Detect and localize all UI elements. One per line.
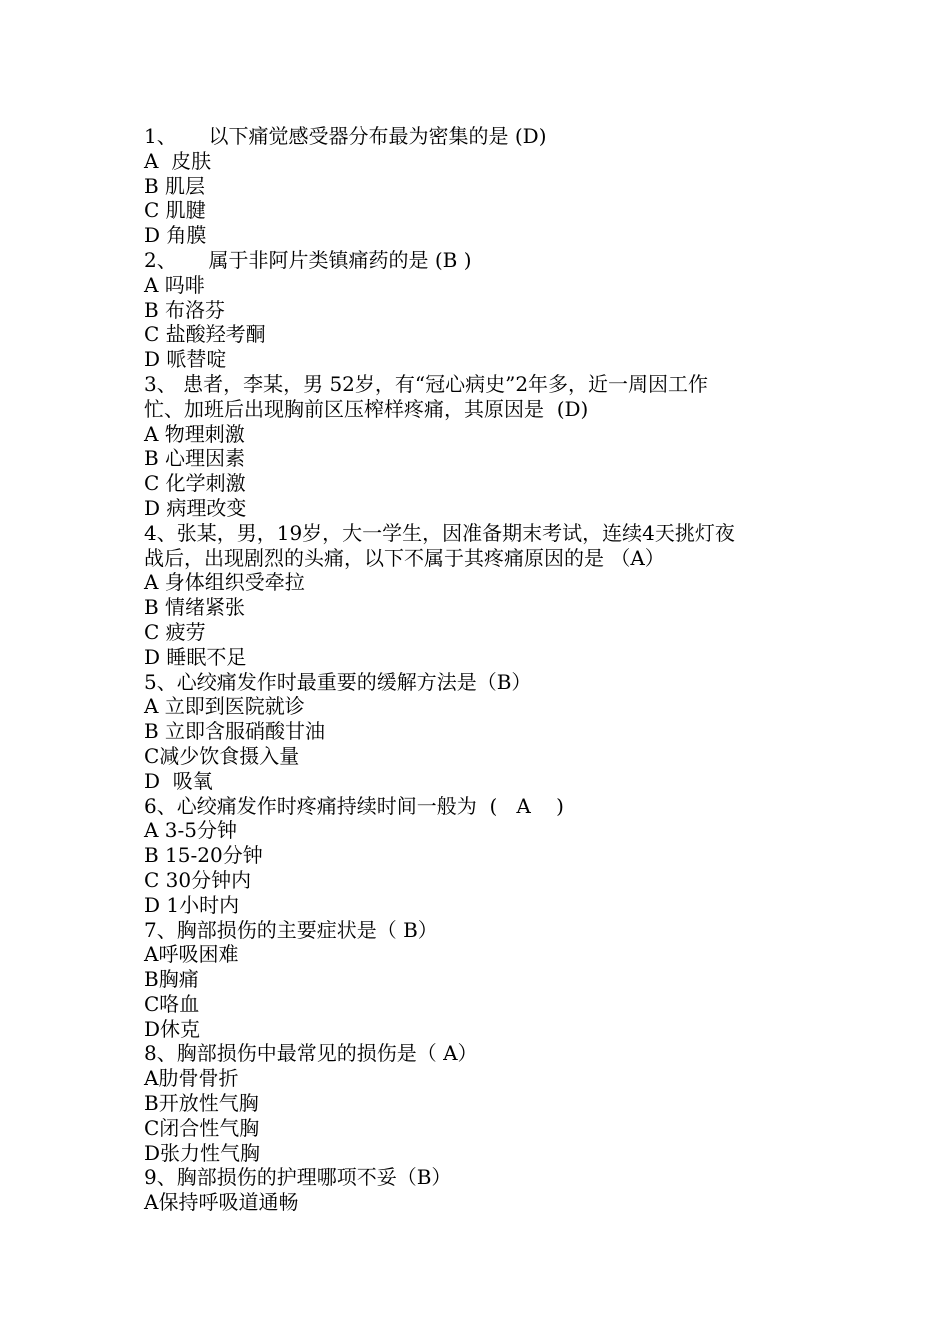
option-d: D 吸氧 — [144, 768, 213, 793]
question-2 — [144, 248, 814, 372]
option-d: D张力性气胸 — [144, 1140, 261, 1165]
question-stem: 6、心绞痛发作时疼痛持续时间一般为 ( A ) — [144, 793, 564, 818]
option-a: A呼吸困难 — [144, 942, 239, 967]
option-c: C 化学刺激 — [144, 471, 246, 496]
question-7 — [144, 918, 814, 1042]
option-b: B 15-20分钟 — [144, 843, 263, 868]
option-c: C闭合性气胸 — [144, 1115, 260, 1140]
option-a: A 吗啡 — [144, 272, 205, 297]
option-b: B开放性气胸 — [144, 1091, 259, 1116]
option-d: D 1小时内 — [144, 892, 240, 917]
question-6 — [144, 794, 814, 918]
option-a: A保持呼吸道通畅 — [144, 1190, 299, 1215]
option-d: D 哌替啶 — [144, 347, 227, 372]
option-c: C减少饮食摄入量 — [144, 743, 300, 768]
option-c: C 肌腱 — [144, 198, 206, 223]
option-c: C 30分钟内 — [144, 867, 252, 892]
option-c: C咯血 — [144, 991, 200, 1016]
option-d: D休克 — [144, 1016, 201, 1041]
question-8 — [144, 1041, 814, 1165]
question-stem: 7、胸部损伤的主要症状是（ B） — [144, 917, 438, 942]
question-stem: 9、胸部损伤的护理哪项不妥（B） — [144, 1165, 452, 1190]
option-d: D 角膜 — [144, 223, 207, 248]
option-a: A 3-5分钟 — [144, 818, 238, 843]
option-d: D 睡眠不足 — [144, 644, 247, 669]
question-3 — [144, 372, 814, 521]
option-c: C 盐酸羟考酮 — [144, 322, 266, 347]
question-stem: 8、胸部损伤中最常见的损伤是（ A） — [144, 1041, 478, 1066]
option-d: D 病理改变 — [144, 495, 247, 520]
question-stem: 1、 以下痛觉感受器分布最为密集的是 (D) — [144, 124, 547, 148]
option-a: A 物理刺激 — [144, 421, 245, 446]
option-b: B胸痛 — [144, 967, 199, 992]
question-stem-continued: 忙、加班后出现胸前区压榨样疼痛，其原因是 (D) — [144, 396, 589, 421]
option-a: A 身体组织受牵拉 — [144, 570, 305, 595]
question-9 — [144, 1165, 814, 1215]
option-a: A肋骨骨折 — [144, 1066, 239, 1091]
question-stem-continued: 战后，出现剧烈的头痛，以下不属于其疼痛原因的是 （A） — [144, 545, 665, 570]
question-stem: 3、 患者，李某，男 52岁，有“冠心病史”2年多，近一周因工作 — [144, 371, 709, 396]
question-stem: 2、 属于非阿片类镇痛药的是 (B ) — [144, 247, 472, 272]
option-a: A 皮肤 — [144, 148, 212, 173]
question-stem: 5、心绞痛发作时最重要的缓解方法是（B） — [144, 669, 532, 694]
question-1 — [144, 124, 814, 248]
option-c: C 疲劳 — [144, 619, 206, 644]
question-list — [144, 124, 814, 1215]
option-b: B 立即含服硝酸甘油 — [144, 719, 326, 744]
option-a: A 立即到医院就诊 — [144, 694, 305, 719]
question-stem: 4、张某，男，19岁，大一学生，因准备期末考试，连续4天挑灯夜 — [144, 520, 735, 545]
option-b: B 情绪紧张 — [144, 595, 246, 620]
question-4 — [144, 521, 814, 670]
option-b: B 肌层 — [144, 173, 206, 198]
question-5 — [144, 670, 814, 794]
option-b: B 布洛芬 — [144, 297, 226, 322]
option-b: B 心理因素 — [144, 446, 246, 471]
